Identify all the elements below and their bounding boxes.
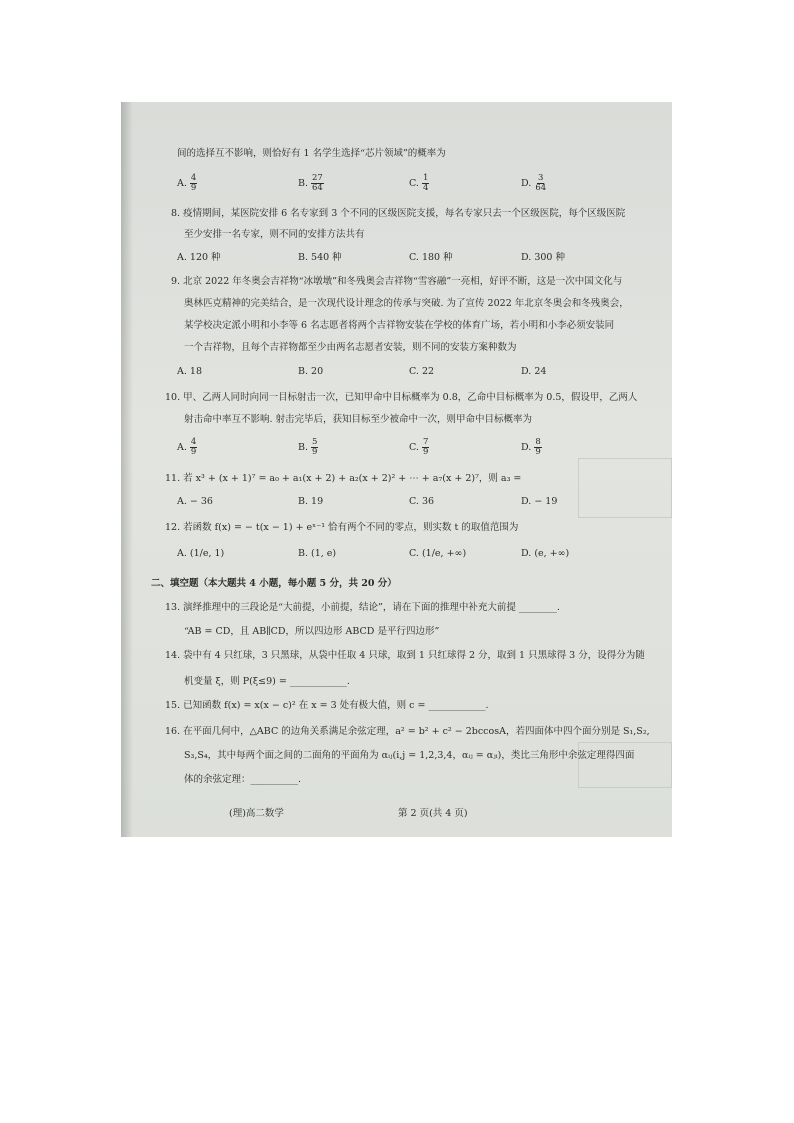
q8-option-b: B. 540 种 [298, 252, 342, 263]
q12-option-d: D. (e, +∞) [521, 548, 570, 559]
q8-line-1: 8. 疫情期间，某医院安排 6 名专家到 3 个不同的区级医院支援，每名专家只去一个区级医院，每个区级医院 [171, 208, 626, 219]
q14-line-2: 机变量 ξ，则 P(ξ≤9) = ____________. [184, 676, 350, 687]
q7-option-b: B. $\frac{27}{64}$ [298, 173, 323, 193]
q9-option-a: A. 18 [177, 366, 202, 377]
q8-option-d: D. 300 种 [521, 252, 565, 263]
footer-page-number: 第 2 页(共 4 页) [398, 808, 468, 819]
q9-line-3: 某学校决定派小明和小李等 6 名志愿者将两个吉祥物安装在学校的体育广场，若小明和小李必须安装同 [184, 320, 615, 331]
q11-option-d: D. − 19 [521, 496, 558, 507]
q8-line-2: 至少安排一名专家，则不同的安排方法共有 [184, 229, 365, 240]
q10-line-1: 10. 甲、乙两人同时向同一目标射击一次，已知甲命中目标概率为 0.8，乙命中目标概率为 0.5，假设甲，乙两人 [165, 392, 638, 403]
q12-option-b: B. (1, e) [298, 548, 337, 559]
q9-option-d: D. 24 [521, 366, 547, 377]
q12-option-a: A. (1/e, 1) [177, 548, 225, 559]
section-fill-in-title: 二、填空题（本大题共 4 小题，每小题 5 分，共 20 分） [151, 578, 397, 589]
q9-option-c: C. 22 [409, 366, 435, 377]
q8-option-a: A. 120 种 [177, 252, 221, 263]
q12-line: 12. 若函数 f(x) = − t(x − 1) + eˣ⁻¹ 恰有两个不同的零点，则实数 t 的取值范围为 [165, 522, 519, 533]
q11-line: 11. 若 x³ + (x + 1)⁷ = a₀ + a₁(x + 2) + a₂(x + 2)² + ⋯ + a₇(x + 2)⁷，则 a₃ = [165, 473, 522, 484]
q11-option-a: A. − 36 [177, 496, 213, 507]
q16-line-3: 体的余弦定理：__________. [184, 774, 302, 785]
exam-page-photo [121, 102, 672, 837]
q9-line-1: 9. 北京 2022 年冬奥会吉祥物“冰墩墩”和冬残奥会吉祥物“雪容融”一亮相，好评不断，这是一次中国文化与 [171, 276, 623, 287]
q8-option-c: C. 180 种 [409, 252, 453, 263]
q10-option-d: D. $\frac{8}{9}$ [521, 437, 541, 457]
footer-subject: (理)高二数学 [229, 808, 284, 819]
bleed-through-table [578, 458, 672, 518]
q13-line-1: 13. 演绎推理中的三段论是“大前提，小前提，结论”，请在下面的推理中补充大前提 ________. [165, 602, 560, 613]
q10-option-c: C. $\frac{7}{9}$ [409, 437, 429, 457]
q13-line-2: “AB = CD，且 AB∥CD，所以四边形 ABCD 是平行四边形” [184, 626, 440, 637]
q10-option-a: A. $\frac{4}{9}$ [177, 437, 197, 457]
q11-option-c: C. 36 [409, 496, 435, 507]
q7-option-a: A. $\frac{4}{9}$ [177, 173, 197, 193]
q10-option-b: B. $\frac{5}{9}$ [298, 437, 318, 457]
q16-line-2: S₃,S₄，其中每两个面之间的二面角的平面角为 αᵢⱼ(i,j = 1,2,3,4，αᵢⱼ = αⱼᵢ)，类比三角形中余弦定理得四面 [184, 750, 635, 761]
q9-line-4: 一个吉祥物，且每个吉祥物都至少由两名志愿者安装，则不同的安装方案种数为 [184, 342, 517, 353]
q14-line-1: 14. 袋中有 4 只红球，3 只黑球，从袋中任取 4 只球，取到 1 只红球得 2 分，取到 1 只黑球得 3 分，设得分为随 [165, 650, 645, 661]
q12-option-c: C. (1/e, +∞) [409, 548, 467, 559]
bleed-through-table-2 [578, 742, 672, 788]
q9-option-b: B. 20 [298, 366, 324, 377]
q16-line-1: 16. 在平面几何中，△ABC 的边角关系满足余弦定理，a² = b² + c² − 2bccosA，若四面体中四个面分别是 S₁,S₂, [165, 726, 650, 737]
q11-option-b: B. 19 [298, 496, 324, 507]
q7-option-c: C. $\frac{1}{4}$ [409, 173, 429, 193]
q9-line-2: 奥林匹克精神的完美结合，是一次现代设计理念的传承与突破. 为了宣传 2022 年北京冬奥会和冬残奥会， [184, 298, 629, 309]
q10-line-2: 射击命中率互不影响. 射击完毕后，获知目标至少被命中一次，则甲命中目标概率为 [184, 414, 533, 425]
q7-text: 间的选择互不影响，则恰好有 1 名学生选择“芯片领域”的概率为 [177, 148, 446, 159]
page-edge-shadow [121, 102, 133, 837]
q7-option-d: D. $\frac{3}{64}$ [521, 173, 547, 193]
q15-line: 15. 已知函数 f(x) = x(x − c)² 在 x = 3 处有极大值，则 c = ____________. [165, 700, 489, 711]
